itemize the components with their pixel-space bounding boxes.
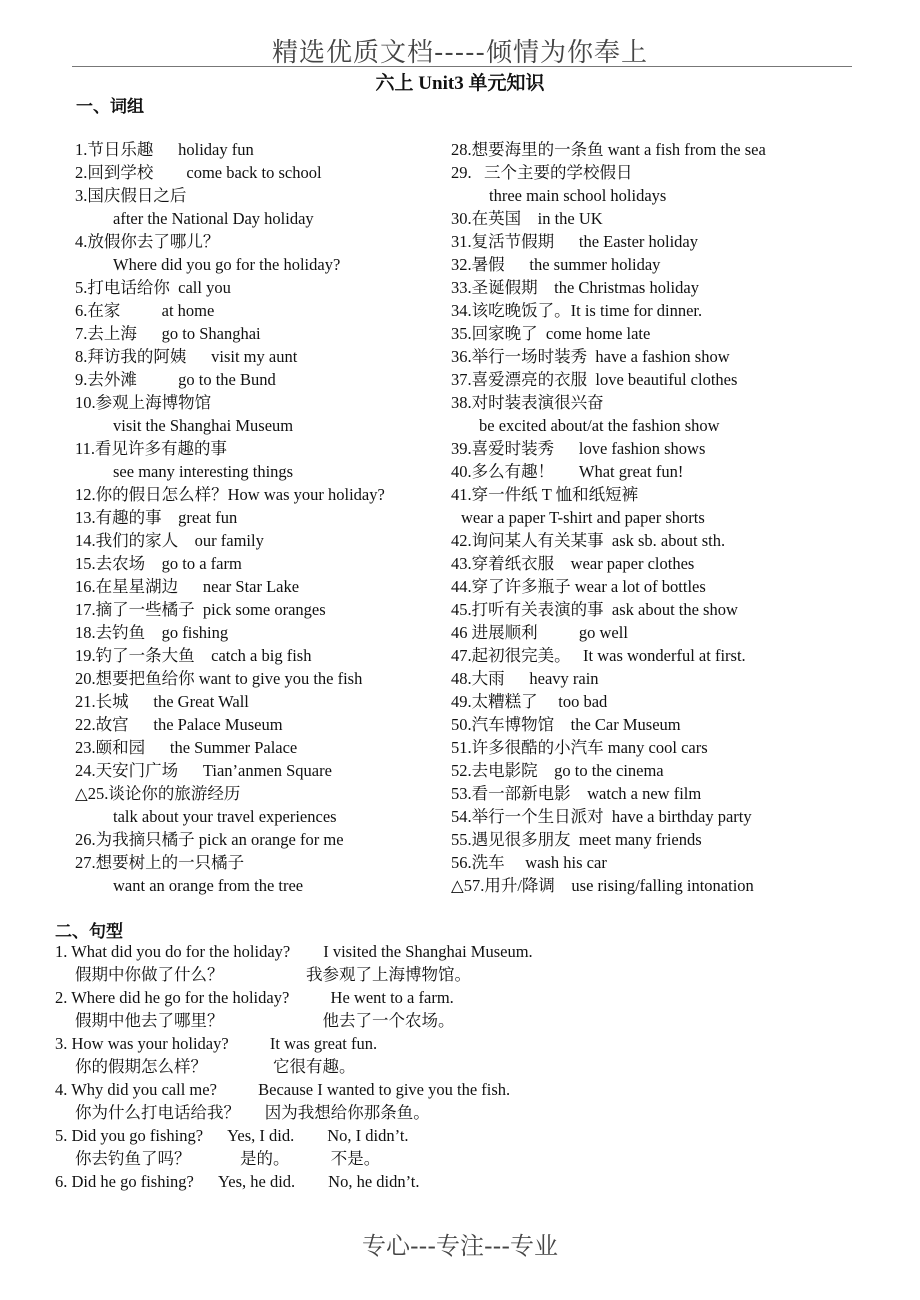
phrase-item: 47.起初很完美。 It was wonderful at first. [451,646,746,665]
phrase-item: see many interesting things [113,462,294,481]
document-title: 六上 Unit3 单元知识 [375,73,545,94]
phrase-item: 50.汽车博物馆 the Car Museum [451,715,681,734]
phrase-item: 55.遇见很多朋友 meet many friends [451,830,702,849]
phrase-item: 18.去钓鱼 go fishing [75,623,229,642]
phrase-item: 53.看一部新电影 watch a new film [451,784,702,803]
phrase-item: 8.拜访我的阿姨 visit my aunt [75,347,298,366]
phrase-item: 38.对时装表演很兴奋 [451,393,604,412]
phrase-item: 35.回家晚了 come home late [451,324,651,343]
phrase-column-right [451,138,871,897]
phrase-item: 46 进展顺利 go well [451,623,628,642]
phrase-item: 41.穿一件纸 T 恤和纸短裤 [451,485,639,504]
phrase-item: want an orange from the tree [113,876,304,895]
phrase-item: 54.举行一个生日派对 have a birthday party [451,807,752,826]
phrase-item: 51.许多很酷的小汽车 many cool cars [451,738,708,757]
phrase-item: 3.国庆假日之后 [75,186,187,205]
phrase-item: 45.打听有关表演的事 ask about the show [451,600,738,619]
phrase-item: 21.长城 the Great Wall [75,692,249,711]
sentence-english: 5. Did you go fishing? Yes, I did. No, I didn’t. [55,1126,409,1145]
phrase-item: 10.参观上海博物馆 [75,393,212,412]
phrase-item: 27.想要树上的一只橘子 [75,853,245,872]
sentence-chinese: 你的假期怎么样？ 它很有趣。 [75,1057,356,1076]
phrase-item: visit the Shanghai Museum [113,416,294,435]
phrase-item: 43.穿着纸衣服 wear paper clothes [451,554,695,573]
sentence-english: 6. Did he go fishing? Yes, he did. No, he didn’t. [55,1172,420,1191]
section-title-sentences: 二、句型 [55,922,123,941]
phrase-item: 33.圣诞假期 the Christmas holiday [451,278,699,297]
phrase-item: 34.该吃晚饭了。It is time for dinner. [451,301,703,320]
phrase-item: △57.用升/降调 use rising/falling intonation [451,876,754,895]
phrase-item: △25.谈论你的旅游经历 [75,784,241,803]
sentence-english: 4. Why did you call me? Because I wanted to give you the fish. [55,1080,511,1099]
phrase-item: 24.天安门广场 Tian’anmen Square [75,761,332,780]
phrase-item: 4.放假你去了哪儿？ [75,232,220,251]
phrase-item: after the National Day holiday [113,209,314,228]
phrase-item: 30.在英国 in the UK [451,209,603,228]
phrase-item: 49.太糟糕了 too bad [451,692,608,711]
phrase-item: three main school holidays [489,186,667,205]
phrase-item: 28.想要海里的一条鱼 want a fish from the sea [451,140,766,159]
phrase-item: 44.穿了许多瓶子 wear a lot of bottles [451,577,706,596]
phrase-item: 22.故宫 the Palace Museum [75,715,283,734]
sentence-english: 1. What did you do for the holiday? I visited the Shanghai Museum. [55,942,533,961]
phrase-item: 9.去外滩 go to the Bund [75,370,276,389]
sentence-chinese: 你去钓鱼了吗？ 是的。 不是。 [75,1149,381,1168]
phrase-item: 26.为我摘只橘子 pick an orange for me [75,830,344,849]
page-footer: 专心---专注---专业 [362,1232,558,1260]
phrase-item: 42.询问某人有关某事 ask sb. about sth. [451,531,726,550]
phrase-item: 16.在星星湖边 near Star Lake [75,577,300,596]
phrase-item: 17.摘了一些橘子 pick some oranges [75,600,326,619]
page-header: 精选优质文档-----倾情为你奉上 [272,38,648,68]
header-rule [72,66,852,67]
phrase-item: 19.钓了一条大鱼 catch a big fish [75,646,312,665]
phrase-item: talk about your travel experiences [113,807,337,826]
phrase-item: 29. 三个主要的学校假日 [451,163,633,182]
phrase-column-left [75,138,447,897]
section-title-phrases: 一、词组 [76,97,144,116]
phrase-item: 2.回到学校 come back to school [75,163,322,182]
phrase-item: be excited about/at the fashion show [479,416,720,435]
phrase-item: 39.喜爱时装秀 love fashion shows [451,439,706,458]
sentence-english: 3. How was your holiday? It was great fun. [55,1034,378,1053]
phrase-item: 48.大雨 heavy rain [451,669,599,688]
phrase-item: 40.多么有趣！ What great fun! [451,462,684,481]
phrase-item: 1.节日乐趣 holiday fun [75,140,254,159]
phrase-item: 5.打电话给你 call you [75,278,231,297]
phrase-item: 15.去农场 go to a farm [75,554,242,573]
phrase-item: 37.喜爱漂亮的衣服 love beautiful clothes [451,370,738,389]
phrase-item: 56.洗车 wash his car [451,853,607,872]
phrase-item: 7.去上海 go to Shanghai [75,324,261,343]
phrase-item: 20.想要把鱼给你 want to give you the fish [75,669,363,688]
sentence-chinese: 假期中你做了什么？ 我参观了上海博物馆。 [75,965,471,984]
phrase-item: Where did you go for the holiday? [113,255,341,274]
phrase-item: 14.我们的家人 our family [75,531,264,550]
sentence-chinese: 你为什么打电话给我？ 因为我想给你那条鱼。 [75,1103,430,1122]
phrase-item: 6.在家 at home [75,301,215,320]
phrase-item: 36.举行一场时装秀 have a fashion show [451,347,730,366]
sentence-list [55,940,855,1193]
phrase-item: wear a paper T-shirt and paper shorts [461,508,705,527]
phrase-item: 31.复活节假期 the Easter holiday [451,232,699,251]
phrase-item: 11.看见许多有趣的事 [75,439,228,458]
phrase-item: 32.暑假 the summer holiday [451,255,661,274]
sentence-chinese: 假期中他去了哪里？ 他去了一个农场。 [75,1011,455,1030]
phrase-item: 23.颐和园 the Summer Palace [75,738,298,757]
phrase-item: 12.你的假日怎么样？How was your holiday? [75,485,385,504]
phrase-item: 52.去电影院 go to the cinema [451,761,664,780]
phrase-item: 13.有趣的事 great fun [75,508,238,527]
sentence-english: 2. Where did he go for the holiday? He went to a farm. [55,988,454,1007]
